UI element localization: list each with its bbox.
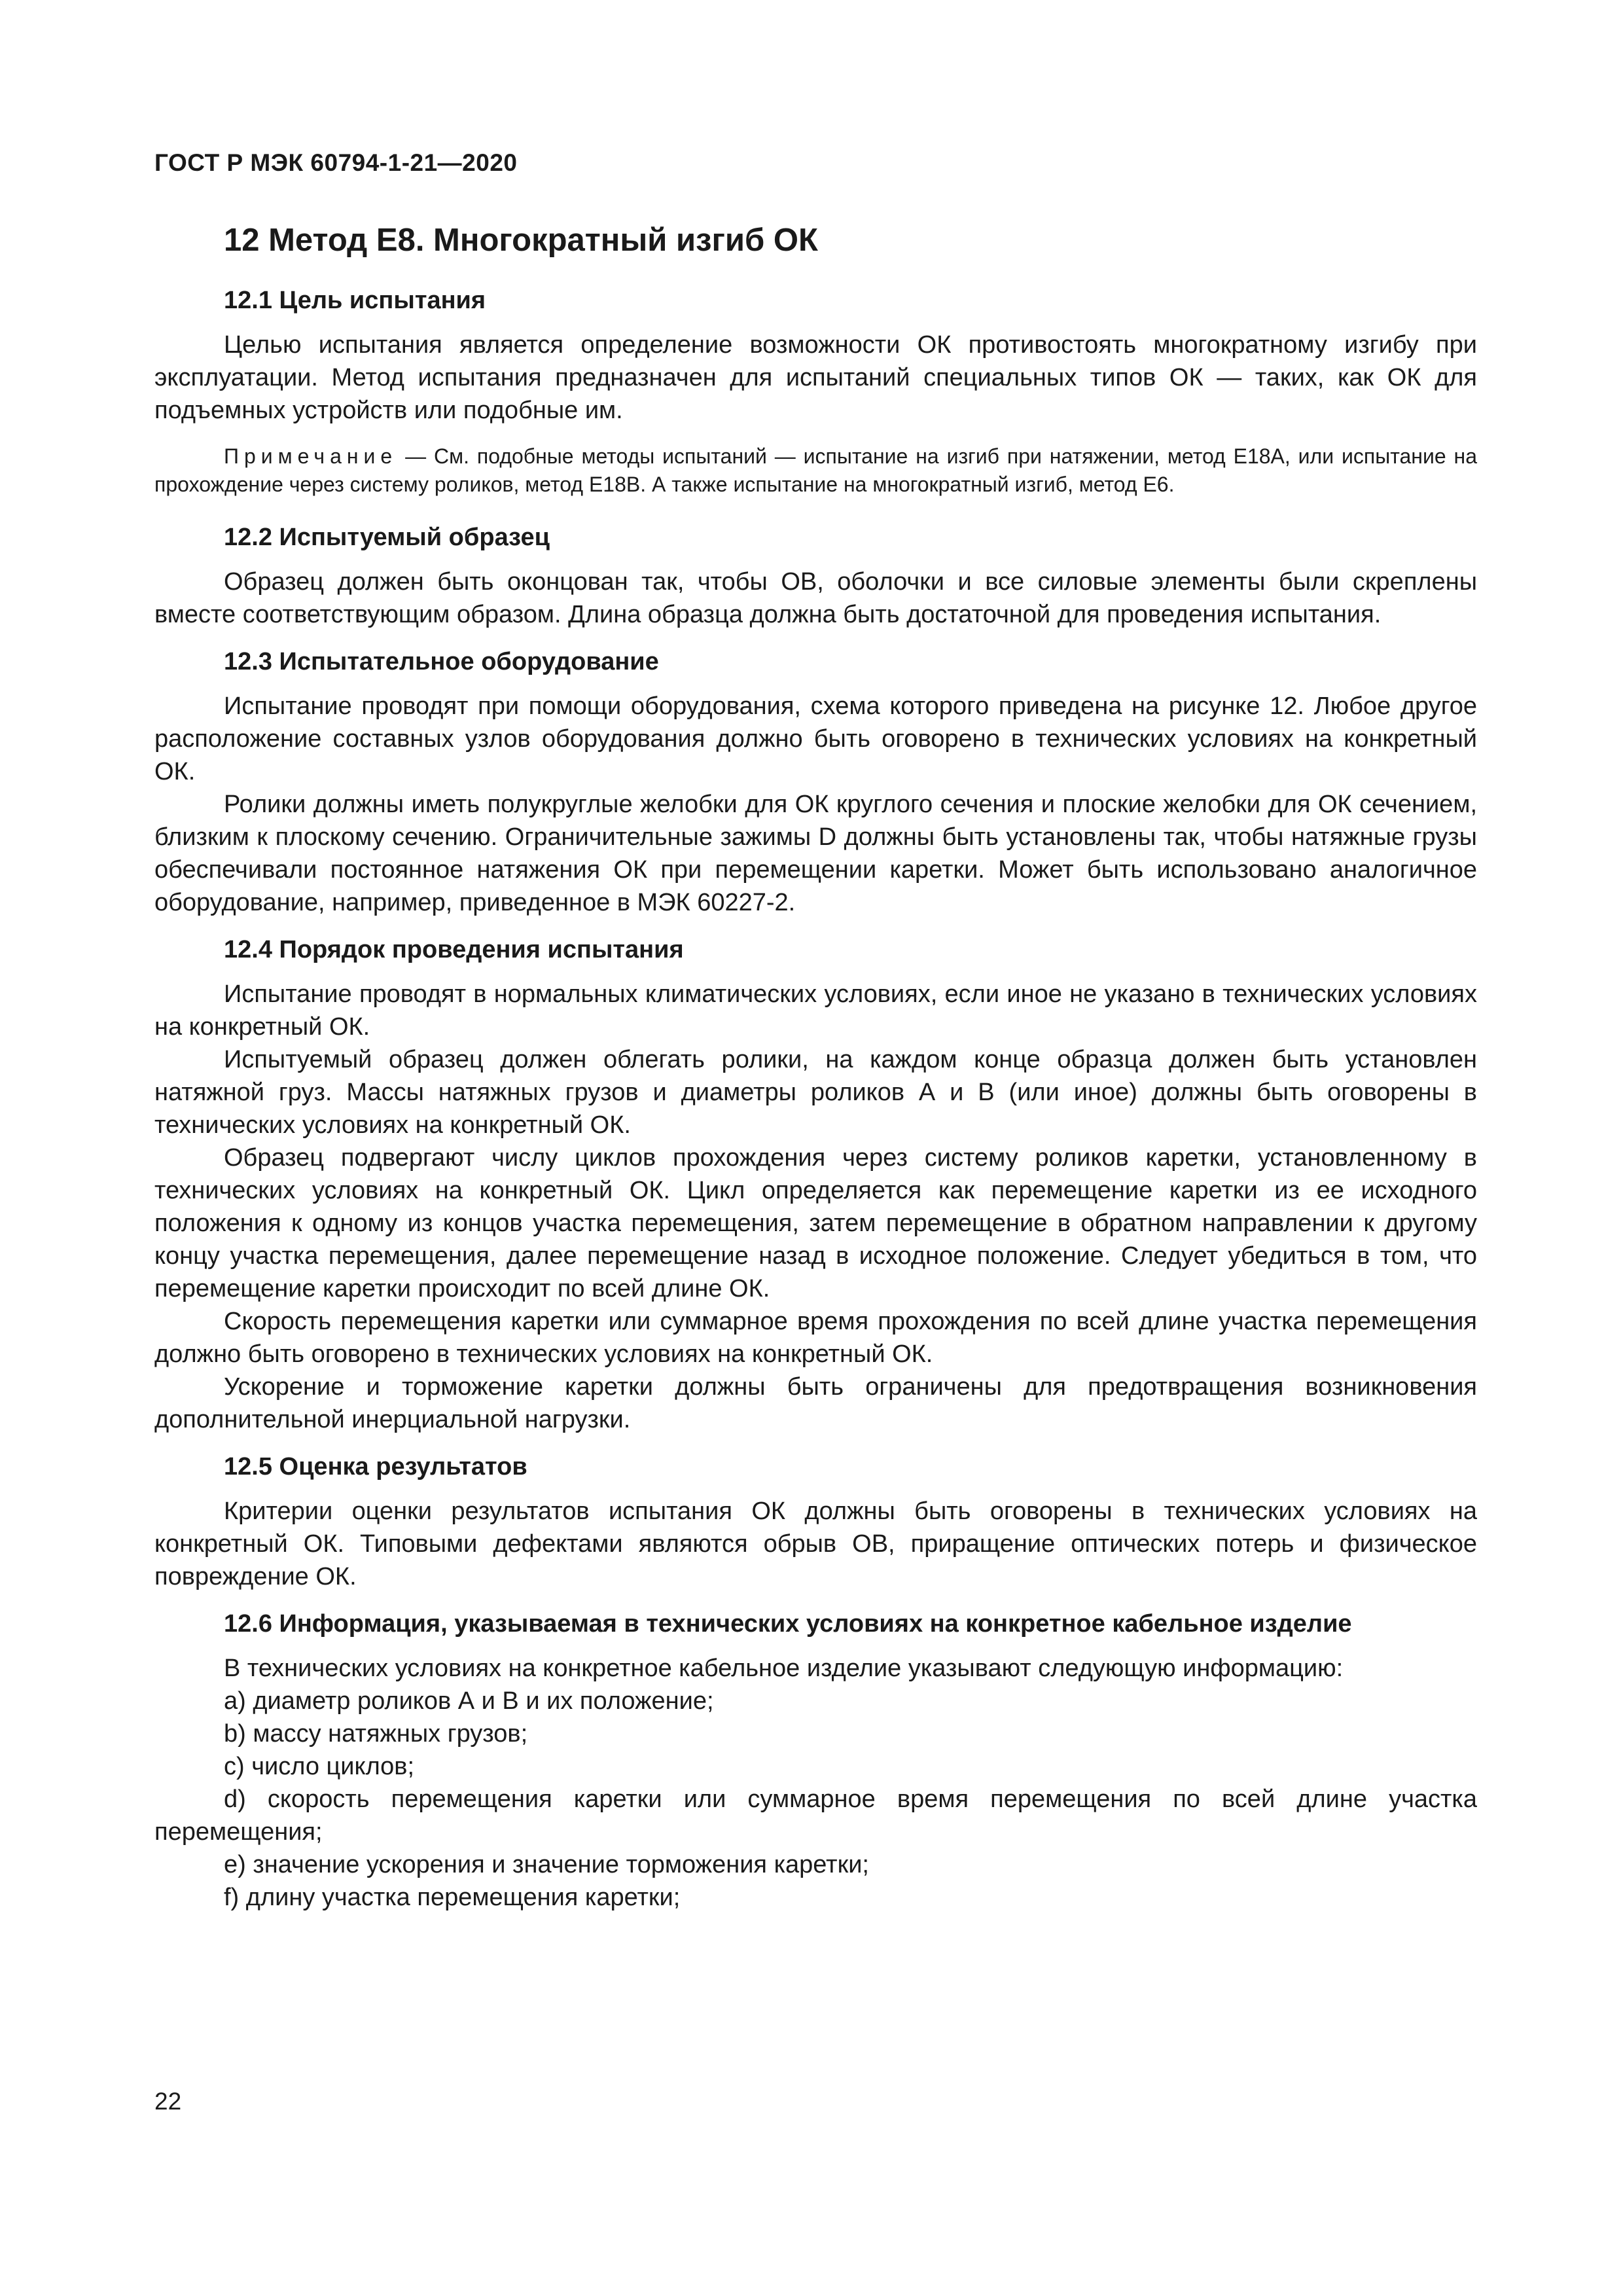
- paragraph: Скорость перемещения каретки или суммарное время прохождения по всей длине участка перемещения должно быть оговорено в технических условиях на конкретный ОК.: [154, 1308, 1477, 1368]
- list-item: a) диаметр роликов А и В и их положение;: [224, 1687, 714, 1715]
- paragraph: Целью испытания является определение возможности ОК противостоять многократному изгибу при эксплуатации. Метод испытания предназначен для испытаний специальных типов ОК — таких, как ОК для подъемных устройств или подобные им.: [154, 331, 1477, 424]
- list-item: e) значение ускорения и значение торможения каретки;: [224, 1851, 869, 1878]
- paragraph: Ускорение и торможение каретки должны быть ограничены для предотвращения возникновения дополнительной инерциальной нагрузки.: [154, 1373, 1477, 1433]
- section-title: 12 Метод E8. Многократный изгиб ОК: [224, 223, 818, 258]
- subsection-heading-12-4: 12.4 Порядок проведения испытания: [224, 936, 684, 963]
- running-header: ГОСТ Р МЭК 60794-1-21—2020: [154, 149, 518, 176]
- subsection-heading-12-5: 12.5 Оценка результатов: [224, 1453, 527, 1480]
- subsection-heading-12-6: 12.6 Информация, указываемая в технических условиях на конкретное кабельное изделие: [224, 1610, 1352, 1638]
- subsection-heading-12-3: 12.3 Испытательное оборудование: [224, 648, 659, 675]
- paragraph: Образец должен быть оконцован так, чтобы ОВ, оболочки и все силовые элементы были скреплены вместе соответствующим образом. Длина образца должна быть достаточной для проведения испытания.: [154, 568, 1477, 628]
- subsection-heading-12-1: 12.1 Цель испытания: [224, 287, 486, 314]
- list-item: f) длину участка перемещения каретки;: [224, 1884, 681, 1911]
- note-label: Примечание: [224, 444, 398, 468]
- note-text: — См. подобные методы испытаний — испытание на изгиб при натяжении, метод E18A, или испытание на прохождение через систему роликов, метод E18B. А также испытание на многократный изгиб, метод E6.: [154, 444, 1477, 496]
- paragraph: Образец подвергают числу циклов прохождения через систему роликов каретки, установленному в технических условиях на конкретный ОК. Цикл определяется как перемещение каретки из ее исходного положения к одному из концов участка перемещения, затем перемещение в обратном направлении к другому концу участка перемещения, далее перемещение назад в исходное положение. Следует убедиться в том, что перемещение каретки происходит по всей длине ОК.: [154, 1144, 1477, 1302]
- page-content: [154, 217, 1477, 1914]
- list-item: d) скорость перемещения каретки или суммарное время перемещения по всей длине участка перемещения;: [154, 1785, 1477, 1846]
- page-number: 22: [154, 2088, 182, 2115]
- subsection-heading-12-2: 12.2 Испытуемый образец: [224, 524, 550, 551]
- paragraph: Испытание проводят в нормальных климатических условиях, если иное не указано в технических условиях на конкретный ОК.: [154, 980, 1477, 1041]
- list-item: c) число циклов;: [224, 1753, 415, 1780]
- paragraph: Испытание проводят при помощи оборудования, схема которого приведена на рисунке 12. Любое другое расположение составных узлов оборудования должно быть оговорено в технических условиях на конкретный ОК.: [154, 692, 1477, 785]
- paragraph: В технических условиях на конкретное кабельное изделие указывают следующую информацию:: [224, 1655, 1344, 1682]
- paragraph: Испытуемый образец должен облегать ролики, на каждом конце образца должен быть установлен натяжной груз. Массы натяжных грузов и диаметры роликов А и В (или иное) должны быть оговорены в технических условиях на конкретный ОК.: [154, 1046, 1477, 1139]
- paragraph: Критерии оценки результатов испытания ОК должны быть оговорены в технических условиях на конкретный ОК. Типовыми дефектами являются обрыв ОВ, приращение оптических потерь и физическое повреждение ОК.: [154, 1498, 1477, 1590]
- list-item: b) массу натяжных грузов;: [224, 1720, 528, 1748]
- paragraph: Ролики должны иметь полукруглые желобки для ОК круглого сечения и плоские желобки для ОК сечением, близким к плоскому сечению. Ограничительные зажимы D должны быть установлены так, чтобы натяжные грузы обеспечивали постоянное натяжения ОК при перемещении каретки. Может быть использовано аналогичное оборудование, например, приведенное в МЭК 60227-2.: [154, 791, 1477, 916]
- note: [154, 442, 1477, 499]
